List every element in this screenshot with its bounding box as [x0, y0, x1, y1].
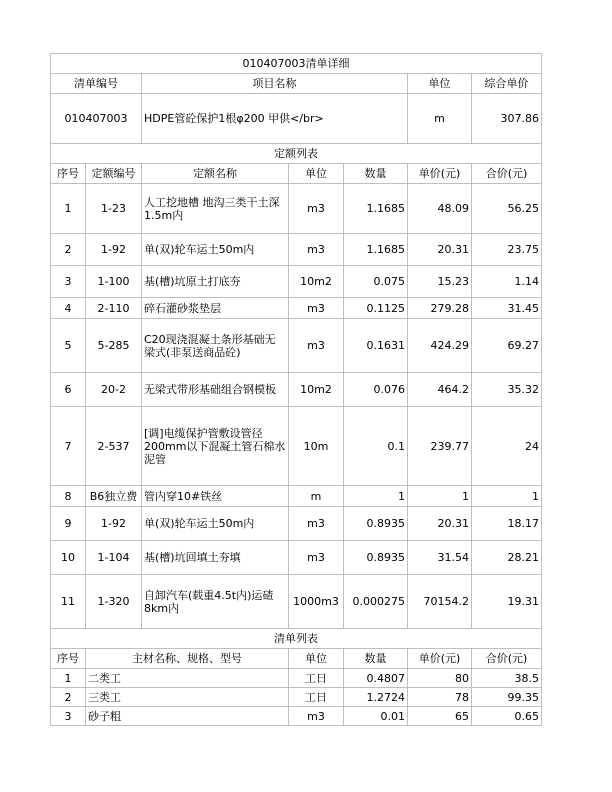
quota-unit: m3 — [289, 298, 344, 319]
quota-code: 1-320 — [86, 575, 142, 629]
quota-unit: m3 — [289, 319, 344, 373]
quota-qty: 0.075 — [344, 266, 408, 298]
quota-index: 9 — [51, 507, 86, 541]
quota-row — [51, 319, 542, 373]
quota-total: 31.45 — [472, 298, 542, 319]
quota-index: 5 — [51, 319, 86, 373]
header-code: 清单编号 — [51, 74, 142, 94]
quota-code: 20-2 — [86, 373, 142, 407]
item-header-row — [51, 74, 542, 94]
quota-name: 基(槽)坑回填土夯填 — [142, 541, 289, 575]
quota-index: 3 — [51, 266, 86, 298]
quota-header-unit: 单位 — [289, 164, 344, 184]
quota-row — [51, 373, 542, 407]
quota-qty: 0.000275 — [344, 575, 408, 629]
title-row — [51, 54, 542, 74]
quota-unit-price: 31.54 — [408, 541, 472, 575]
quota-unit: 10m2 — [289, 266, 344, 298]
quota-qty: 0.8935 — [344, 507, 408, 541]
quota-code: 1-100 — [86, 266, 142, 298]
item-row — [51, 94, 542, 144]
quota-code: 5-285 — [86, 319, 142, 373]
quota-row — [51, 541, 542, 575]
material-row — [51, 688, 542, 707]
material-unit: 工日 — [289, 688, 344, 707]
material-section-title: 清单列表 — [51, 629, 542, 649]
quota-unit: 1000m3 — [289, 575, 344, 629]
quota-code: 2-110 — [86, 298, 142, 319]
quota-index: 11 — [51, 575, 86, 629]
material-header-total: 合价(元) — [472, 649, 542, 669]
quota-code: B6独立费 — [86, 486, 142, 507]
material-row — [51, 707, 542, 726]
material-index: 2 — [51, 688, 86, 707]
quota-header-name: 定额名称 — [142, 164, 289, 184]
material-row — [51, 669, 542, 688]
item-code: 010407003 — [51, 94, 142, 144]
quota-name: 管内穿10#铁丝 — [142, 486, 289, 507]
quota-qty: 1.1685 — [344, 184, 408, 234]
material-unit: 工日 — [289, 669, 344, 688]
quota-total: 35.32 — [472, 373, 542, 407]
quota-unit: m — [289, 486, 344, 507]
quota-qty: 0.1 — [344, 407, 408, 486]
quota-name: [调]电缆保护管敷设管径200mm以下混凝土管石棉水泥管 — [142, 407, 289, 486]
quota-qty: 0.076 — [344, 373, 408, 407]
quota-index: 8 — [51, 486, 86, 507]
quota-name: 基(槽)坑原土打底夯 — [142, 266, 289, 298]
quota-name: 单(双)轮车运土50m内 — [142, 234, 289, 266]
material-qty: 0.01 — [344, 707, 408, 726]
quota-header-row — [51, 164, 542, 184]
material-header-name: 主材名称、规格、型号 — [86, 649, 289, 669]
header-name: 项目名称 — [142, 74, 408, 94]
quota-unit-price: 70154.2 — [408, 575, 472, 629]
quota-unit-price: 279.28 — [408, 298, 472, 319]
quota-code: 2-537 — [86, 407, 142, 486]
quota-section-row — [51, 144, 542, 164]
quota-qty: 1.1685 — [344, 234, 408, 266]
quota-name: 人工挖地槽 地沟三类干土深1.5m内 — [142, 184, 289, 234]
quota-unit-price: 20.31 — [408, 507, 472, 541]
quota-unit-price: 20.31 — [408, 234, 472, 266]
material-qty: 1.2724 — [344, 688, 408, 707]
quota-header-index: 序号 — [51, 164, 86, 184]
material-header-qty: 数量 — [344, 649, 408, 669]
material-total: 99.35 — [472, 688, 542, 707]
quota-total: 28.21 — [472, 541, 542, 575]
quota-total: 19.31 — [472, 575, 542, 629]
quota-unit-price: 239.77 — [408, 407, 472, 486]
quota-unit: m3 — [289, 184, 344, 234]
quota-index: 1 — [51, 184, 86, 234]
material-section-row — [51, 629, 542, 649]
quota-unit: m3 — [289, 507, 344, 541]
material-total: 0.65 — [472, 707, 542, 726]
quota-unit: m3 — [289, 541, 344, 575]
quota-row — [51, 184, 542, 234]
quota-code: 1-104 — [86, 541, 142, 575]
quota-name: C20现浇混凝土条形基础无梁式(非泵送商品砼) — [142, 319, 289, 373]
quota-total: 1 — [472, 486, 542, 507]
material-total: 38.5 — [472, 669, 542, 688]
quota-header-code: 定额编号 — [86, 164, 142, 184]
material-qty: 0.4807 — [344, 669, 408, 688]
quota-index: 7 — [51, 407, 86, 486]
item-price: 307.86 — [472, 94, 542, 144]
quota-index: 4 — [51, 298, 86, 319]
quota-name: 无梁式带形基础组合钢模板 — [142, 373, 289, 407]
material-name: 二类工 — [86, 669, 289, 688]
quota-unit-price: 424.29 — [408, 319, 472, 373]
material-header-unit-price: 单价(元) — [408, 649, 472, 669]
quota-unit: 10m2 — [289, 373, 344, 407]
item-unit: m — [408, 94, 472, 144]
quota-header-unit-price: 单价(元) — [408, 164, 472, 184]
quota-name: 碎石灌砂浆垫层 — [142, 298, 289, 319]
quota-total: 56.25 — [472, 184, 542, 234]
header-price: 综合单价 — [472, 74, 542, 94]
material-header-unit: 单位 — [289, 649, 344, 669]
quota-total: 23.75 — [472, 234, 542, 266]
quota-unit-price: 1 — [408, 486, 472, 507]
quota-qty: 0.1125 — [344, 298, 408, 319]
quota-row — [51, 234, 542, 266]
material-unit-price: 65 — [408, 707, 472, 726]
quota-row — [51, 298, 542, 319]
quota-name: 自卸汽车(载重4.5t内)运碴8km内 — [142, 575, 289, 629]
quota-row — [51, 407, 542, 486]
quota-code: 1-23 — [86, 184, 142, 234]
quota-row — [51, 575, 542, 629]
quota-row — [51, 507, 542, 541]
page-title: 010407003清单详细 — [51, 54, 542, 74]
material-unit: m3 — [289, 707, 344, 726]
quota-code: 1-92 — [86, 507, 142, 541]
quota-qty: 1 — [344, 486, 408, 507]
quota-qty: 0.1631 — [344, 319, 408, 373]
quota-unit: m3 — [289, 234, 344, 266]
quota-code: 1-92 — [86, 234, 142, 266]
material-header-row — [51, 649, 542, 669]
material-index: 3 — [51, 707, 86, 726]
quota-index: 6 — [51, 373, 86, 407]
material-index: 1 — [51, 669, 86, 688]
quota-unit: 10m — [289, 407, 344, 486]
quota-name: 单(双)轮车运土50m内 — [142, 507, 289, 541]
quota-index: 10 — [51, 541, 86, 575]
header-unit: 单位 — [408, 74, 472, 94]
material-header-index: 序号 — [51, 649, 86, 669]
quota-unit-price: 15.23 — [408, 266, 472, 298]
material-name: 三类工 — [86, 688, 289, 707]
material-unit-price: 78 — [408, 688, 472, 707]
item-name: HDPE管砼保护1根φ200 甲供</br> — [142, 94, 408, 144]
quota-row — [51, 486, 542, 507]
quota-index: 2 — [51, 234, 86, 266]
quota-total: 1.14 — [472, 266, 542, 298]
quota-unit-price: 48.09 — [408, 184, 472, 234]
quota-total: 69.27 — [472, 319, 542, 373]
quota-header-qty: 数量 — [344, 164, 408, 184]
bill-detail-table — [50, 53, 542, 726]
quota-qty: 0.8935 — [344, 541, 408, 575]
quota-section-title: 定额列表 — [51, 144, 542, 164]
material-name: 砂子粗 — [86, 707, 289, 726]
quota-row — [51, 266, 542, 298]
quota-total: 24 — [472, 407, 542, 486]
quota-total: 18.17 — [472, 507, 542, 541]
quota-unit-price: 464.2 — [408, 373, 472, 407]
material-unit-price: 80 — [408, 669, 472, 688]
quota-header-total: 合价(元) — [472, 164, 542, 184]
